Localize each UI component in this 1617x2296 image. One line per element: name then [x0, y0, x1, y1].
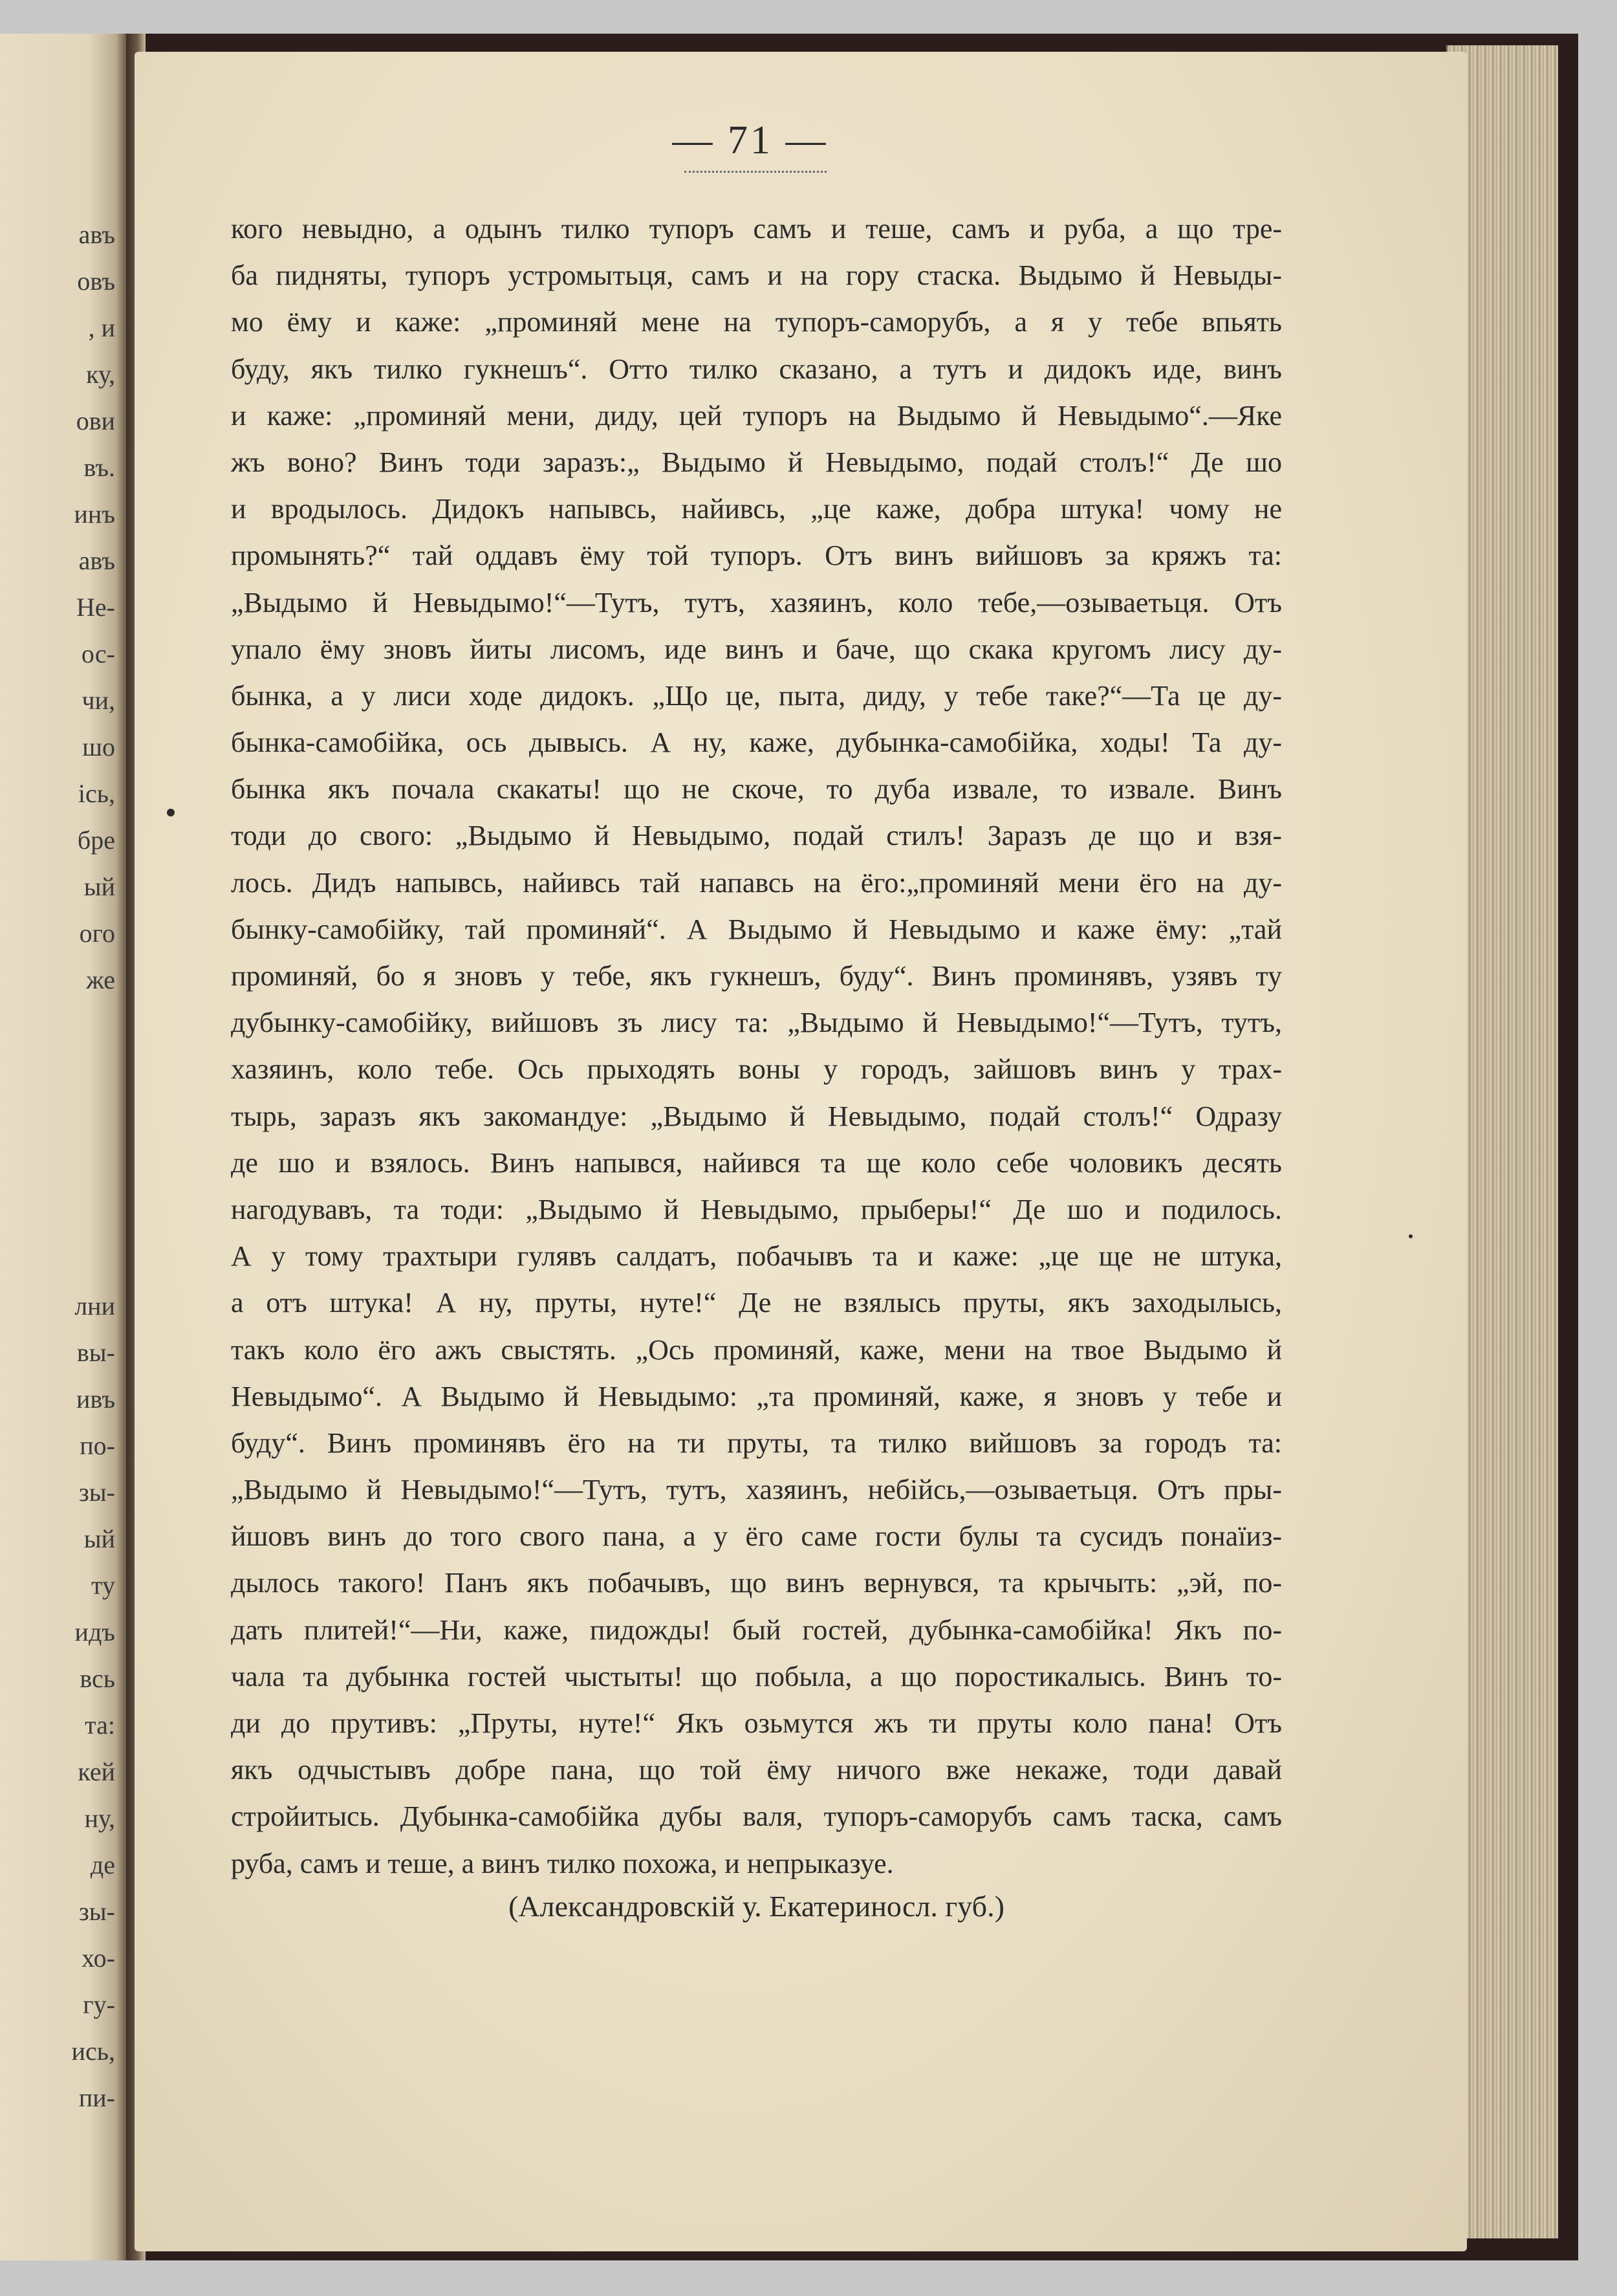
- left-page-fragment: ый: [83, 1524, 115, 1553]
- left-page-fragment: въ.: [83, 453, 115, 482]
- left-page-fragment: ну,: [84, 1804, 115, 1833]
- text-line: бынка, а у лиси ходе дидокъ. „Що це, пыта, диду, у тебе таке?“—Та це ду-: [231, 679, 1282, 712]
- text-line: руба, самъ и теше, а винъ тилко похожа, и непрыказуе.: [231, 1847, 894, 1879]
- left-page-fragment: гу-: [83, 1990, 115, 2019]
- text-line: дылось такого! Панъ якъ побачывъ, що винъ вернувся, та крычыть: „эй, по-: [231, 1567, 1282, 1599]
- left-page-fragment: [0, 1003, 115, 1050]
- left-page-fragment: ый: [83, 872, 115, 901]
- ink-spot: [167, 809, 175, 816]
- text-line: бынка-самобійка, ось дывысь. А ну, каже, дубынка-самобійка, ходы! Та ду-: [231, 727, 1282, 759]
- left-page-fragment: , и: [88, 313, 115, 342]
- left-page-fragment: идъ: [74, 1617, 115, 1646]
- text-line: „Выдымо й Невыдымо!“—Тутъ, тутъ, хазяинъ, коло тебе,—озываетьця. Отъ: [231, 586, 1282, 618]
- text-line: проминяй, бо я зновъ у тебе, якъ гукнешъ, буду“. Винъ проминявъ, узявъ ту: [231, 960, 1282, 992]
- left-page-fragment: ку,: [86, 360, 115, 389]
- text-line: йшовъ винъ до того свого пана, а у ёго саме гости булы та сусидъ понаїиз-: [231, 1520, 1282, 1553]
- text-line: а отъ штука! А ну, пруты, нуте!“ Де не взялысь пруты, якъ заходылысь,: [231, 1287, 1282, 1319]
- text-line: нагодувавъ, та тоди: „Выдымо й Невыдымо, прыберы!“ Де шо и подилось.: [231, 1193, 1282, 1225]
- left-page-fragment: хо-: [81, 1943, 115, 1973]
- left-page-fragment: ісь,: [78, 779, 115, 808]
- left-page-fragment: [0, 1097, 115, 1143]
- left-page-fragment: всь: [80, 1664, 115, 1693]
- text-line: промынять?“ тай оддавъ ёму той тупоръ. Отъ винъ вийшовъ за кряжъ та:: [231, 540, 1282, 572]
- left-page-fragment: де: [90, 1850, 115, 1879]
- left-page-fragment: ивъ: [76, 1384, 115, 1414]
- text-line: якъ одчыстывъ добре пана, що той ёму ничого вже некаже, тоди давай: [231, 1754, 1282, 1786]
- text-line: и каже: „проминяй мени, диду, цей тупоръ на Выдымо й Невыдымо“.—Яке: [231, 399, 1282, 432]
- left-page-fragment: бре: [77, 825, 115, 855]
- text-line: тоди до свого: „Выдымо й Невыдымо, подай стилъ! Заразъ де що и взя-: [231, 820, 1282, 852]
- left-page-fragment: [0, 1190, 115, 1236]
- text-line: такъ коло ёго ажъ свыстять. „Ось проминяй, каже, мени на твое Выдымо й: [231, 1333, 1282, 1366]
- left-page-fragment: ись,: [71, 2037, 115, 2066]
- text-line: лось. Дидъ напывсь, найивсь тай напавсь на ёго:„проминяй мени ёго на ду-: [231, 866, 1282, 899]
- page-number: — 71 —: [672, 118, 829, 162]
- text-line: „Выдымо й Невыдымо!“—Тутъ, тутъ, хазяинъ, небійсь,—озываетьця. Отъ пры-: [231, 1474, 1282, 1506]
- text-line: Невыдымо“. А Выдымо й Невыдымо: „та проминяй, каже, я зновъ у тебе и: [231, 1380, 1282, 1412]
- text-line: ба пидняты, тупоръ устромытьця, самъ и на гору стаска. Выдымо й Невыды-: [231, 259, 1282, 292]
- left-page-fragment: шо: [82, 732, 115, 761]
- left-page-fragment: пи-: [78, 2083, 115, 2112]
- left-page-fragment: зы-: [79, 1478, 115, 1507]
- page-number-ornament: [684, 167, 827, 173]
- text-line: чала та дубынка гостей чыстыты! що побыла, а що поростикалысь. Винъ то-: [231, 1660, 1282, 1692]
- ink-spot: [1409, 1234, 1413, 1238]
- left-page-fragment: [0, 1050, 115, 1097]
- left-page-fragment: же: [86, 965, 115, 994]
- left-page-fragment: по-: [80, 1431, 115, 1460]
- left-page-fragment: авъ: [78, 220, 115, 249]
- text-line: буду“. Винъ проминявъ ёго на ти пруты, та тилко вийшовъ за городъ та:: [231, 1427, 1282, 1459]
- text-line: жъ воно? Винъ тоди заразъ:„ Выдымо й Невыдымо, подай столъ!“ Де шо: [231, 446, 1282, 478]
- left-page-fragment: зы-: [79, 1897, 115, 1926]
- attribution: (Александровскій у. Екатериносл. губ.): [508, 1890, 1004, 1923]
- left-page: [0, 34, 126, 2260]
- left-page-fragment: ту: [91, 1571, 115, 1600]
- left-page-fragment: ос-: [81, 639, 115, 668]
- left-page-fragment: авъ: [78, 546, 115, 575]
- text-line: кого невыдно, а одынъ тилко тупоръ самъ и теше, самъ и руба, а що тре-: [231, 213, 1282, 245]
- left-page-fragment: вы-: [76, 1338, 115, 1367]
- left-page-fragment: овъ: [77, 267, 115, 296]
- text-line: упало ёму зновъ йиты лисомъ, иде винъ и баче, що скака кругомъ лису ду-: [231, 633, 1282, 665]
- text-line: ди до прутивъ: „Пруты, нуте!“ Якъ озьмутся жъ ти пруты коло пана! Отъ: [231, 1707, 1282, 1739]
- left-page-fragment: лни: [74, 1291, 115, 1320]
- left-page-fragment: та:: [85, 1711, 115, 1740]
- text-line: мо ёму и каже: „проминяй мене на тупоръ-саморубъ, а я у тебе впьять: [231, 306, 1282, 338]
- text-line: бынку-самобійку, тай проминяй“. А Выдымо й Невыдымо и каже ёму: „тай: [231, 913, 1282, 945]
- text-line: де шо и взялось. Винъ напывся, найився та ще коло себе чоловикъ десять: [231, 1146, 1282, 1179]
- left-page-fragment: ови: [76, 406, 115, 435]
- left-page-fragment: [0, 1143, 115, 1190]
- left-page-fragment: Не-: [76, 593, 115, 622]
- text-line: дубынку-самобійку, вийшовъ зъ лису та: „Выдымо й Невыдымо!“—Тутъ, тутъ,: [231, 1007, 1282, 1039]
- text-line: буду, якъ тилко гукнешъ“. Отто тилко сказано, а тутъ и дидокъ иде, винъ: [231, 353, 1282, 385]
- text-line: и вродылось. Дидокъ напывсь, найивсь, „це каже, добра штука! чому не: [231, 493, 1282, 525]
- text-line: бынка якъ почала скакаты! що не скоче, то дуба извале, то извале. Винъ: [231, 773, 1282, 805]
- left-page-text-fragments: [0, 212, 115, 2121]
- left-page-fragment: чи,: [81, 686, 115, 715]
- left-page-fragment: [0, 1236, 115, 1283]
- left-page-fragment: кей: [78, 1757, 115, 1786]
- left-page-fragment: ого: [79, 919, 115, 948]
- text-line: стройитысь. Дубынка-самобійка дубы валя, тупоръ-саморубъ самъ таска, самъ: [231, 1800, 1282, 1833]
- text-line: хазяинъ, коло тебе. Ось прыходять воны у городъ, зайшовъ винъ у трах-: [231, 1053, 1282, 1086]
- body-text: [231, 206, 1282, 1887]
- left-page-fragment: инъ: [74, 499, 115, 529]
- text-line: А у тому трахтыри гулявъ салдатъ, побачывъ та и каже: „це ще не штука,: [231, 1240, 1282, 1273]
- text-line: тырь, заразъ якъ закомандуе: „Выдымо й Невыдымо, подай столъ!“ Одразу: [231, 1100, 1282, 1132]
- text-line: дать плитей!“—Ни, каже, пидожды! бый гостей, дубынка-самобійка! Якъ по-: [231, 1613, 1282, 1646]
